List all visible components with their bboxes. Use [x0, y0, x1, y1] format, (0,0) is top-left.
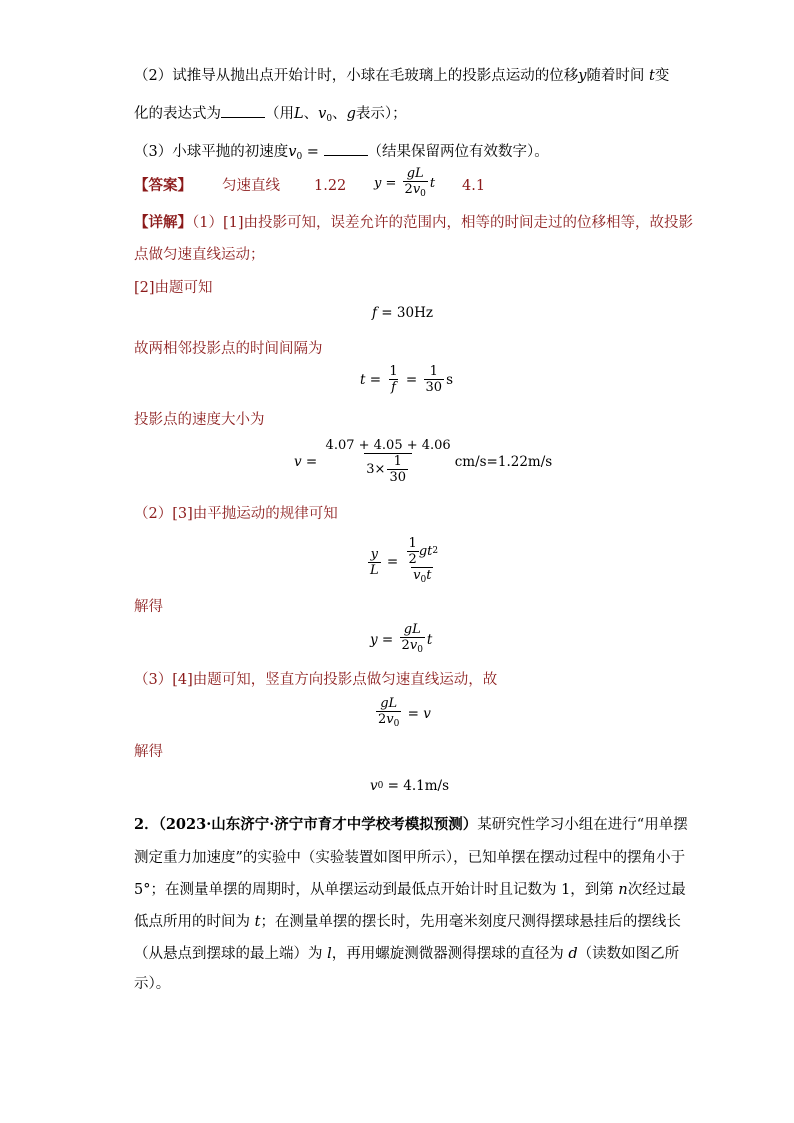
answer-1: 匀速直线: [222, 178, 280, 194]
answer-blank: [221, 103, 265, 118]
text: （结果保留两位有效数字）。: [367, 144, 549, 160]
text: （读数如图乙所: [577, 946, 680, 962]
answer-2: 1.22: [314, 178, 347, 194]
detail-line4: 故两相邻投影点的时间间隔为: [134, 341, 323, 357]
text: 低点所用的时间为: [134, 914, 255, 930]
question2-line6: 示）。: [134, 976, 171, 992]
text: 、: [303, 106, 319, 122]
var-t: t: [254, 914, 261, 930]
var-y: y: [578, 68, 587, 84]
text: ；在测量单摆的摆长时，先用毫米刻度尺测得摆球悬挂后的摆线长: [260, 914, 681, 930]
subscript: 0: [296, 152, 303, 162]
equation-y: y = $\frac{gL}{2v_0}$ t: [370, 622, 432, 658]
text: （从悬点到摆球的最上端）为: [134, 946, 328, 962]
question2-line1: [134, 815, 688, 835]
text: 次经过最: [627, 882, 686, 898]
text: 变: [654, 68, 670, 84]
text: ，再用螺旋测微器测得摆球的直径为: [331, 946, 569, 962]
v-numerator: 4.07 + 4.05 + 4.06: [325, 438, 451, 453]
text: 某研究性学习小组在进行“用单摆: [477, 817, 688, 833]
detail-line1: [134, 213, 693, 233]
detail-line9: 解得: [134, 744, 163, 760]
text: （用: [265, 106, 294, 122]
subscript: 0: [326, 114, 333, 124]
equation-t: t = $\frac{1}{f}$ = $\frac{1}{30}$ s: [360, 364, 454, 395]
var-L: L: [294, 106, 304, 122]
text: 表示）；: [355, 106, 407, 122]
var-n: n: [618, 882, 628, 898]
equation-ratio: $\frac{y}{L}$ = $\frac{1}{2}$ gt 2 $v_0t$: [366, 536, 442, 588]
question-part3: [134, 141, 549, 167]
answer-label: 【答案】: [134, 177, 192, 194]
question-source: （2023·山东济宁·济宁市育才中学校考模拟预测）: [158, 816, 478, 833]
detail-line8: （3）[4]由题可知，竖直方向投影点做匀速直线运动，故: [134, 672, 498, 688]
question2-line4: [134, 912, 681, 932]
v0-value: = 4.1m/s: [387, 778, 450, 794]
text: 5°；在测量单摆的周期时，从单摆运动到最低点开始计时且记数为 1，到第: [134, 882, 619, 898]
text: =: [302, 144, 324, 160]
text: 随着时间: [586, 68, 645, 84]
equation-gL: $\frac{gL}{2v_0}$ = v: [374, 696, 431, 732]
answer-blank: [324, 141, 368, 156]
equation-v: v = 4.07 + 4.05 + 4.06 3× $\frac{1}{30}$ cm/s=1.22m/s: [294, 438, 553, 485]
equation-f: f = 30Hz: [372, 305, 433, 321]
detail-label: 【详解】: [134, 214, 192, 231]
var-v: v: [288, 144, 297, 160]
detail-line5: 投影点的速度大小为: [134, 412, 265, 428]
answer-3-formula: y = $\frac{gL}{2v_0}$ t: [374, 166, 435, 202]
text: （3）小球平抛的初速度: [134, 144, 289, 160]
detail-line3: [2]由题可知: [134, 280, 213, 296]
var-g: g: [346, 106, 356, 122]
var-t: t: [649, 68, 655, 84]
equation-v0: v 0 = 4.1m/s: [370, 778, 450, 794]
question2-line2: 测定重力加速度”的实验中（实验装置如图甲所示），已知单摆在摆动过程中的摆角小于: [134, 850, 686, 866]
var-d: d: [568, 946, 578, 962]
text: 、: [332, 106, 347, 122]
question2-line3: [134, 880, 686, 900]
question-part2-line2: [134, 103, 407, 129]
detail-line6: （2）[3]由平抛运动的规律可知: [134, 506, 338, 522]
text: 化的表达式为: [134, 106, 221, 122]
v-unit: cm/s=1.22m/s: [454, 453, 553, 470]
question-part2-line1: [134, 66, 669, 86]
text: （1）[1]由投影可知，误差允许的范围内，相等的时间走过的位移相等，故投影: [192, 215, 694, 231]
answer-line: [134, 166, 694, 206]
text: （2）试推导从抛出点开始计时，小球在毛玻璃上的投影点运动的位移: [134, 68, 579, 84]
question2-line5: [134, 944, 679, 964]
var-v: v: [318, 106, 327, 122]
answer-4: 4.1: [462, 178, 486, 194]
var-l: l: [327, 946, 332, 962]
question-number: 2．: [134, 816, 159, 833]
detail-line2: 点做匀速直线运动；: [134, 247, 265, 263]
detail-line7: 解得: [134, 599, 163, 615]
